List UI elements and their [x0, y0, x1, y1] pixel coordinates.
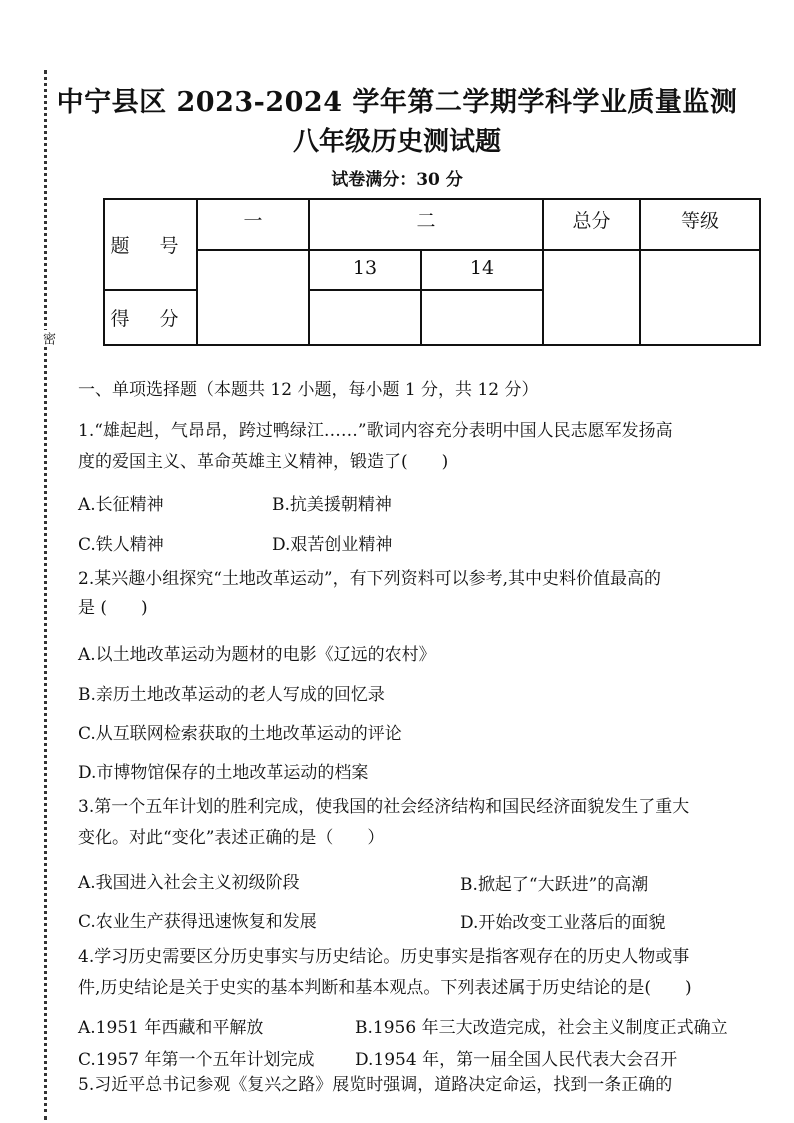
col-one-header: 一: [197, 199, 309, 250]
q4-option-a[interactable]: A.1951 年西藏和平解放: [78, 1018, 264, 1038]
q1-option-a[interactable]: A.长征精神: [78, 495, 164, 515]
question-1-line2: 度的爱国主义、革命英雄主义精神，锻造了( ): [78, 452, 449, 472]
binding-mark: 密: [40, 332, 55, 345]
q3-option-c[interactable]: C.农业生产获得迅速恢复和发展: [78, 912, 317, 932]
score-cell-13[interactable]: [309, 290, 421, 345]
q2-option-c[interactable]: C.从互联网检索获取的土地改革运动的评论: [78, 724, 402, 744]
question-1-line1: 1.“雄起赳，气昂昂，跨过鸭绿江……”歌词内容充分表明中国人民志愿军发扬高: [78, 421, 673, 441]
exam-title: 中宁县区 2023-2024 学年第二学期学科学业质量监测: [56, 87, 738, 118]
col-two-header: 二: [309, 199, 543, 250]
q4-option-b[interactable]: B.1956 年三大改造完成，社会主义制度正式确立: [355, 1018, 728, 1038]
col-total-header: 总分: [543, 199, 640, 250]
row-label-score: 得 分: [104, 290, 197, 345]
q3-option-a[interactable]: A.我国进入社会主义初级阶段: [78, 873, 300, 893]
q2-option-d[interactable]: D.市博物馆保存的土地改革运动的档案: [78, 763, 369, 783]
score-cell-one[interactable]: [197, 250, 309, 345]
full-score: 试卷满分：30 分: [331, 170, 463, 190]
question-4-line2: 件,历史结论是关于史实的基本判断和基本观点。下列表述属于历史结论的是( ): [78, 978, 692, 998]
row-label-number: 题 号: [104, 199, 197, 290]
question-2-line1: 2.某兴趣小组探究“土地改革运动”，有下列资料可以参考,其中史料价值最高的: [78, 569, 662, 589]
score-cell-14[interactable]: [421, 290, 543, 345]
q3-option-b[interactable]: B.掀起了“大跃进”的高潮: [460, 875, 649, 895]
score-cell-total[interactable]: [543, 250, 640, 345]
question-4-line1: 4.学习历史需要区分历史事实与历史结论。历史事实是指客观存在的历史人物或事: [78, 947, 690, 967]
q1-option-c[interactable]: C.铁人精神: [78, 535, 164, 555]
sub-header-14: 14: [421, 250, 543, 290]
question-5-line1: 5.习近平总书记参观《复兴之路》展览时强调，道路决定命运，找到一条正确的: [78, 1075, 673, 1095]
q1-option-b[interactable]: B.抗美援朝精神: [272, 495, 392, 515]
sub-header-13: 13: [309, 250, 421, 290]
question-3-line1: 3.第一个五年计划的胜利完成，使我国的社会经济结构和国民经济面貌发生了重大: [78, 797, 690, 817]
q2-option-a[interactable]: A.以土地改革运动为题材的电影《辽远的农村》: [78, 645, 436, 665]
q1-option-d[interactable]: D.艰苦创业精神: [272, 535, 393, 555]
score-cell-grade[interactable]: [640, 250, 760, 345]
binding-dotted-line: [44, 70, 47, 1120]
section-heading: 一、单项选择题（本题共 12 小题，每小题 1 分，共 12 分）: [78, 380, 539, 400]
q3-option-d[interactable]: D.开始改变工业落后的面貌: [460, 913, 666, 933]
q4-option-c[interactable]: C.1957 年第一个五年计划完成: [78, 1050, 315, 1070]
col-grade-header: 等级: [640, 199, 760, 250]
q4-option-d[interactable]: D.1954 年，第一届全国人民代表大会召开: [355, 1050, 678, 1070]
q2-option-b[interactable]: B.亲历土地改革运动的老人写成的回忆录: [78, 685, 385, 705]
question-2-line2: 是 ( ): [78, 598, 148, 618]
question-3-line2: 变化。对此“变化”表述正确的是（ ）: [78, 828, 385, 848]
score-table: [103, 198, 761, 346]
exam-subtitle: 八年级历史测试题: [292, 127, 501, 157]
